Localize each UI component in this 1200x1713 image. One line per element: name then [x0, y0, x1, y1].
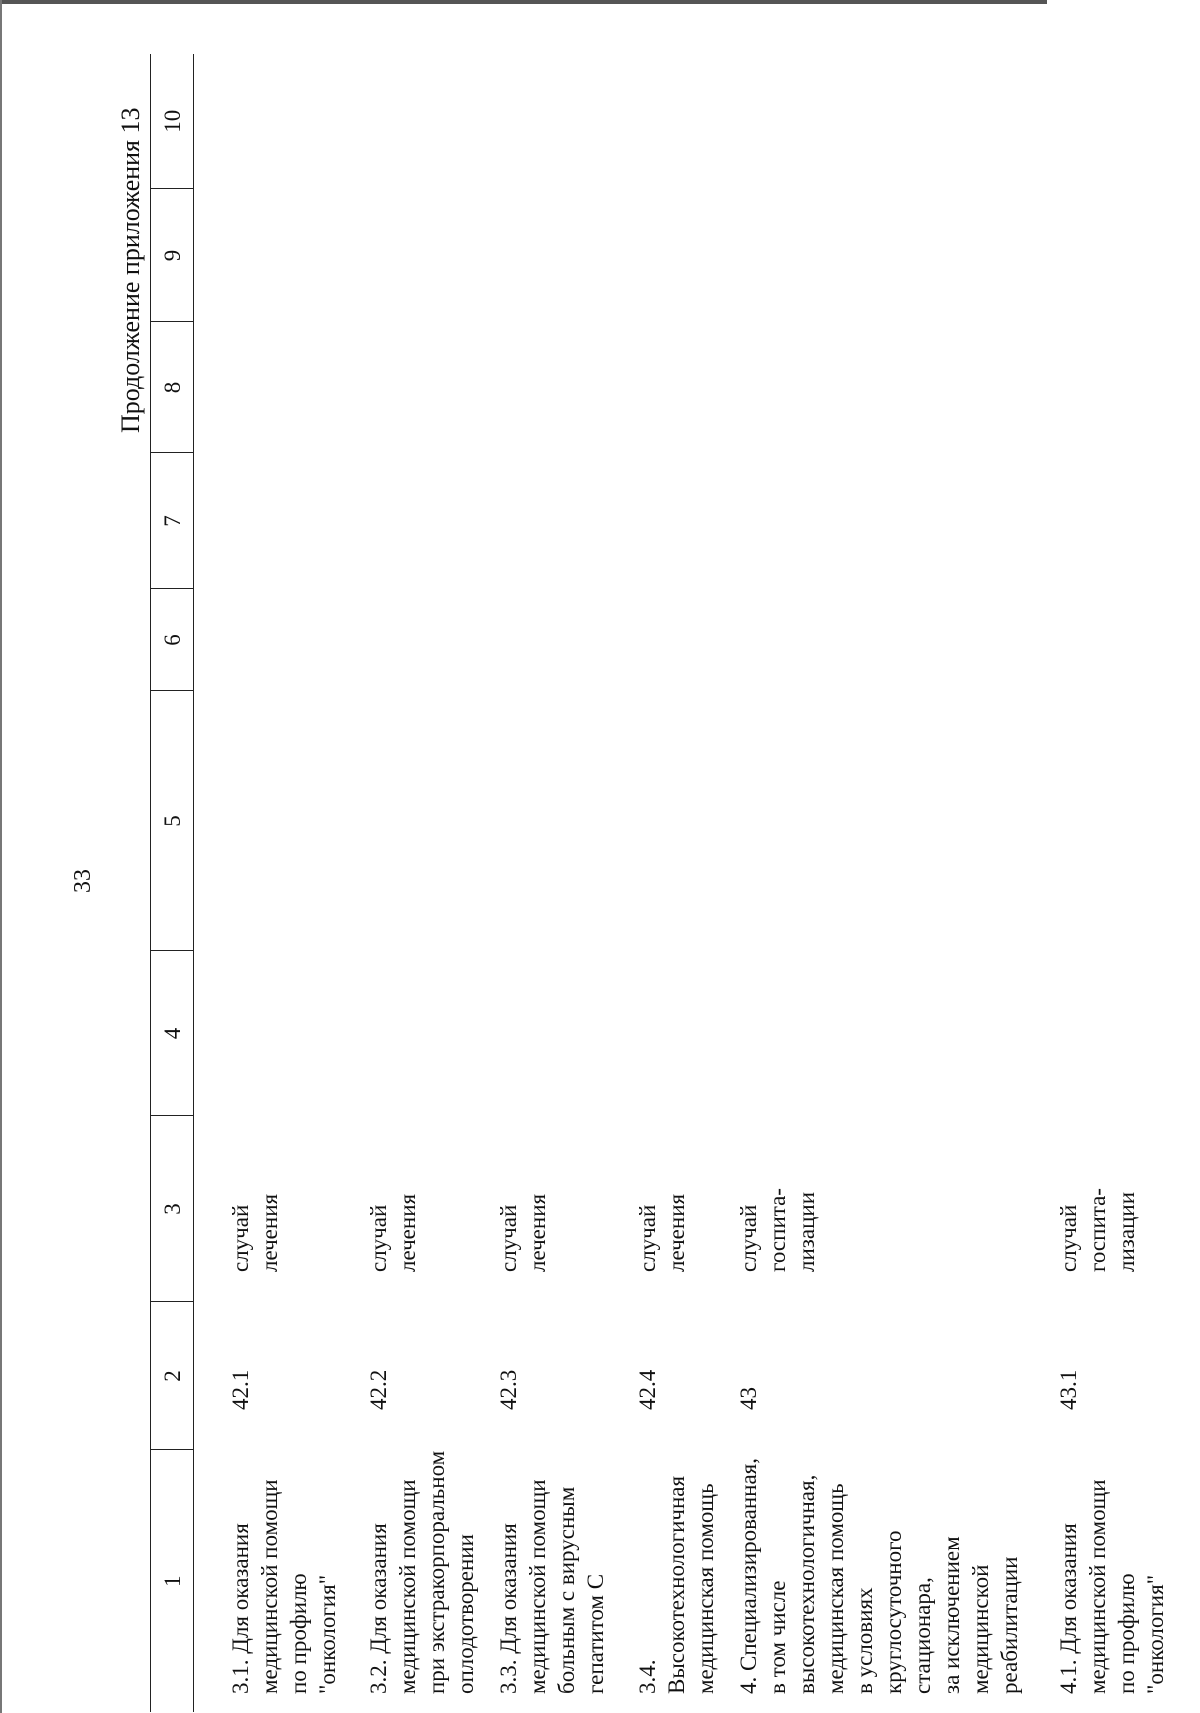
column-header: 1 — [151, 1450, 194, 1712]
row-unit: случай госпита- лизации — [736, 1188, 819, 1272]
row-unit: случай лечения — [366, 1193, 420, 1272]
table-row — [619, 54, 720, 1712]
column-header: 6 — [151, 589, 194, 691]
row-unit: случай госпита- лизации — [1056, 1188, 1139, 1272]
row-code: 42.1 — [228, 1369, 253, 1410]
row-code: 43 — [736, 1387, 761, 1410]
column-header: 3 — [151, 1116, 194, 1302]
row-name: 3.1. Для оказания медицинской помощи по профилю "онкология" — [228, 1479, 340, 1694]
row-name: 4.1. Для оказания медицинской помощи по профилю "онкология" — [1056, 1479, 1168, 1694]
column-header: 4 — [151, 951, 194, 1116]
column-header: 9 — [151, 189, 194, 322]
row-code: 42.2 — [366, 1369, 391, 1410]
page-number: 33 — [70, 869, 96, 893]
column-header: 2 — [151, 1302, 194, 1450]
row-name: 4. Специализированная, в том числе высокотехнологичная, медицинская помощь в условиях круглосуточного стационара, за исключением медицинской реабилитации — [736, 1458, 1022, 1694]
table-row — [342, 54, 480, 1712]
column-header: 8 — [151, 322, 194, 453]
row-name: 3.4. Высокотехнологичная медицинская помощь — [635, 1475, 718, 1694]
column-number-row — [151, 54, 194, 1712]
row-code: 42.4 — [635, 1369, 660, 1410]
row-name: 3.3. Для оказания медицинской помощи больным с вирусным гепатитом С — [496, 1479, 608, 1694]
row-unit: случай лечения — [635, 1193, 689, 1272]
row-code: 43.1 — [1056, 1369, 1081, 1410]
data-table — [150, 54, 1170, 1712]
row-unit: случай лечения — [228, 1193, 282, 1272]
row-unit: случай лечения — [496, 1193, 550, 1272]
column-header: 5 — [151, 691, 194, 951]
row-name: 3.2. Для оказания медицинской помощи при экстракорпоральном оплодотворении — [366, 1450, 478, 1694]
column-header: 10 — [151, 54, 194, 189]
appendix-continuation-note: Продолжение приложения 13 — [116, 107, 145, 433]
column-header: 7 — [151, 453, 194, 589]
table-row — [720, 54, 1032, 1712]
table-row — [194, 54, 343, 1712]
table-row — [480, 54, 619, 1712]
row-code: 42.3 — [496, 1369, 521, 1410]
table-row — [1032, 54, 1170, 1712]
